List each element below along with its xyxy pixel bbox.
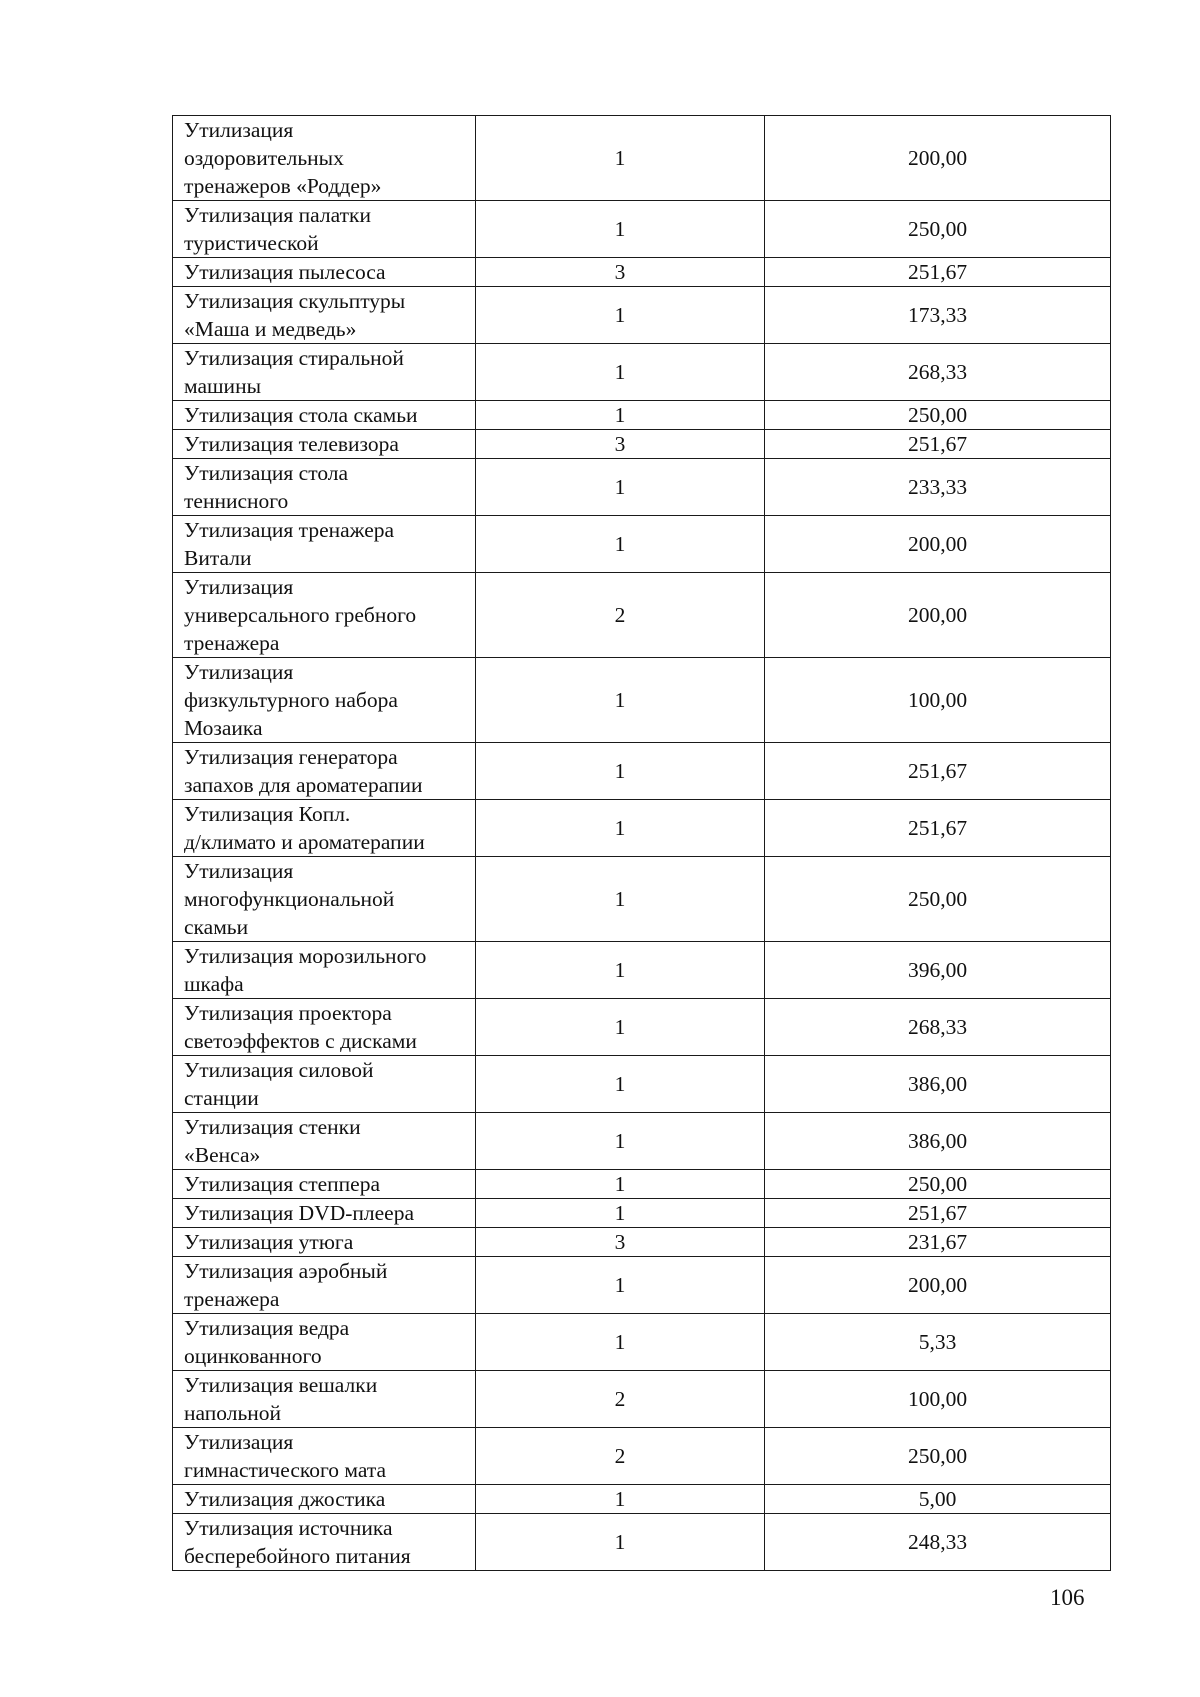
item-name-cell: Утилизация стола теннисного — [173, 459, 476, 516]
quantity-cell: 1 — [476, 1485, 765, 1514]
cost-cell: 251,67 — [765, 743, 1111, 800]
quantity-cell: 1 — [476, 1056, 765, 1113]
item-name-cell: Утилизация генератора запахов для ароматерапии — [173, 743, 476, 800]
quantity-cell: 2 — [476, 1428, 765, 1485]
quantity-cell: 2 — [476, 573, 765, 658]
table-row — [173, 116, 1111, 201]
cost-cell: 250,00 — [765, 201, 1111, 258]
item-name-cell: Утилизация утюга — [173, 1228, 476, 1257]
cost-cell: 250,00 — [765, 857, 1111, 942]
table-row — [173, 1257, 1111, 1314]
cost-cell: 233,33 — [765, 459, 1111, 516]
quantity-cell: 1 — [476, 1113, 765, 1170]
table-row — [173, 430, 1111, 459]
quantity-cell: 1 — [476, 516, 765, 573]
cost-cell: 386,00 — [765, 1056, 1111, 1113]
table-row — [173, 201, 1111, 258]
table-body — [173, 116, 1111, 1571]
table-row — [173, 1371, 1111, 1428]
item-name-cell: Утилизация стола скамьи — [173, 401, 476, 430]
cost-cell: 248,33 — [765, 1514, 1111, 1571]
cost-cell: 200,00 — [765, 573, 1111, 658]
item-name-cell: Утилизация DVD-плеера — [173, 1199, 476, 1228]
quantity-cell: 1 — [476, 1314, 765, 1371]
item-name-cell: Утилизация проектора светоэффектов с дисками — [173, 999, 476, 1056]
item-name-cell: Утилизация физкультурного набора Мозаика — [173, 658, 476, 743]
item-name-cell: Утилизация тренажера Витали — [173, 516, 476, 573]
item-name-cell: Утилизация стиральной машины — [173, 344, 476, 401]
item-name-cell: Утилизация аэробный тренажера — [173, 1257, 476, 1314]
cost-cell: 200,00 — [765, 516, 1111, 573]
table-row — [173, 1428, 1111, 1485]
table-row — [173, 658, 1111, 743]
table-row — [173, 459, 1111, 516]
table-row — [173, 942, 1111, 999]
cost-cell: 5,00 — [765, 1485, 1111, 1514]
cost-cell: 231,67 — [765, 1228, 1111, 1257]
table-row — [173, 1514, 1111, 1571]
quantity-cell: 1 — [476, 1199, 765, 1228]
item-name-cell: Утилизация телевизора — [173, 430, 476, 459]
quantity-cell: 1 — [476, 942, 765, 999]
cost-cell: 200,00 — [765, 1257, 1111, 1314]
table-row — [173, 1056, 1111, 1113]
item-name-cell: Утилизация морозильного шкафа — [173, 942, 476, 999]
table-row — [173, 800, 1111, 857]
table-row — [173, 516, 1111, 573]
item-name-cell: Утилизация источника бесперебойного питания — [173, 1514, 476, 1571]
item-name-cell: Утилизация палатки туристической — [173, 201, 476, 258]
item-name-cell: Утилизация силовой станции — [173, 1056, 476, 1113]
quantity-cell: 2 — [476, 1371, 765, 1428]
cost-cell: 100,00 — [765, 1371, 1111, 1428]
quantity-cell: 3 — [476, 430, 765, 459]
quantity-cell: 1 — [476, 1514, 765, 1571]
quantity-cell: 1 — [476, 1257, 765, 1314]
cost-cell: 250,00 — [765, 1170, 1111, 1199]
item-name-cell: Утилизация стенки «Венса» — [173, 1113, 476, 1170]
quantity-cell: 1 — [476, 1170, 765, 1199]
table-row — [173, 344, 1111, 401]
quantity-cell: 1 — [476, 658, 765, 743]
cost-cell: 200,00 — [765, 116, 1111, 201]
cost-cell: 396,00 — [765, 942, 1111, 999]
cost-cell: 250,00 — [765, 1428, 1111, 1485]
quantity-cell: 1 — [476, 459, 765, 516]
quantity-cell: 3 — [476, 258, 765, 287]
table-row — [173, 857, 1111, 942]
cost-cell: 386,00 — [765, 1113, 1111, 1170]
table-row — [173, 573, 1111, 658]
item-name-cell: Утилизация многофункциональной скамьи — [173, 857, 476, 942]
cost-cell: 251,67 — [765, 1199, 1111, 1228]
quantity-cell: 1 — [476, 401, 765, 430]
table-row — [173, 1485, 1111, 1514]
quantity-cell: 1 — [476, 287, 765, 344]
quantity-cell: 3 — [476, 1228, 765, 1257]
cost-cell: 250,00 — [765, 401, 1111, 430]
cost-cell: 251,67 — [765, 800, 1111, 857]
cost-cell: 251,67 — [765, 430, 1111, 459]
table-row — [173, 1113, 1111, 1170]
table-row — [173, 258, 1111, 287]
quantity-cell: 1 — [476, 344, 765, 401]
item-name-cell: Утилизация джостика — [173, 1485, 476, 1514]
table-row — [173, 1228, 1111, 1257]
table-row — [173, 287, 1111, 344]
disposal-cost-table — [172, 115, 1111, 1571]
item-name-cell: Утилизация ведра оцинкованного — [173, 1314, 476, 1371]
quantity-cell: 1 — [476, 743, 765, 800]
item-name-cell: Утилизация вешалки напольной — [173, 1371, 476, 1428]
cost-cell: 5,33 — [765, 1314, 1111, 1371]
item-name-cell: Утилизация скульптуры «Маша и медведь» — [173, 287, 476, 344]
table-row — [173, 401, 1111, 430]
cost-cell: 268,33 — [765, 999, 1111, 1056]
table-row — [173, 1170, 1111, 1199]
item-name-cell: Утилизация пылесоса — [173, 258, 476, 287]
item-name-cell: Утилизация Копл. д/климато и ароматерапии — [173, 800, 476, 857]
item-name-cell: Утилизация универсального гребного тренажера — [173, 573, 476, 658]
page-number: 106 — [1050, 1585, 1085, 1610]
cost-cell: 173,33 — [765, 287, 1111, 344]
item-name-cell: Утилизация гимнастического мата — [173, 1428, 476, 1485]
cost-cell: 251,67 — [765, 258, 1111, 287]
table-row — [173, 999, 1111, 1056]
cost-cell: 100,00 — [765, 658, 1111, 743]
quantity-cell: 1 — [476, 999, 765, 1056]
quantity-cell: 1 — [476, 201, 765, 258]
table-row — [173, 743, 1111, 800]
quantity-cell: 1 — [476, 116, 765, 201]
item-name-cell: Утилизация оздоровительных тренажеров «Роддер» — [173, 116, 476, 201]
item-name-cell: Утилизация степпера — [173, 1170, 476, 1199]
quantity-cell: 1 — [476, 857, 765, 942]
table-row — [173, 1314, 1111, 1371]
table-row — [173, 1199, 1111, 1228]
cost-cell: 268,33 — [765, 344, 1111, 401]
quantity-cell: 1 — [476, 800, 765, 857]
